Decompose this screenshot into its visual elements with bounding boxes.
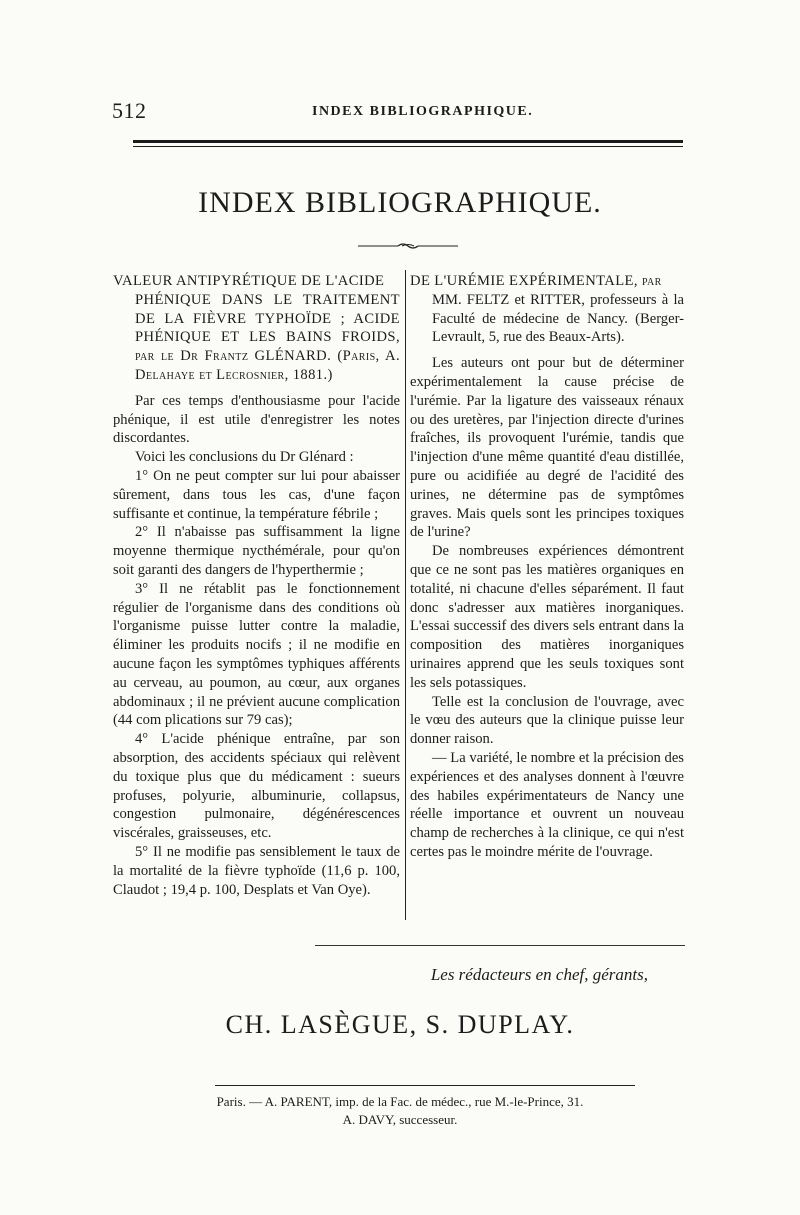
left-heading-rest: PHÉNIQUE DANS LE TRAITEMENT DE LA FIÈVRE TYPHOÏDE ; ACIDE PHÉNIQUE ET LES BAINS FROIDS, par le Dr Frantz GLÉNARD. (Paris, A. Delahaye et Lecrosnier, 1881.): [135, 291, 400, 383]
imprint-rule: [215, 1085, 635, 1086]
left-heading-lead: VALEUR ANTIPYRÉTIQUE DE L'ACIDE: [113, 273, 385, 289]
left-paragraph: 3° Il ne rétablit pas le fonctionnement régulier de l'organisme dans des conditions où l'organisme puisse lutter contre la maladie, éliminer les produits nocifs ; il ne modifie en aucune façon les symptômes typhiques afférents au cerveau, au poumon, au cœur, aux organes abdominaux ; il ne prévient aucune complication (44 com plications sur 79 cas);: [113, 580, 400, 729]
left-paragraph: Voici les conclusions du Dr Glénard :: [135, 449, 354, 466]
left-paragraph: 1° On ne peut compter sur lui pour abaisser sûrement, dans tous les cas, d'une façon suffisante et continue, la température fébrile ;: [113, 467, 400, 522]
left-heading: [113, 272, 400, 385]
left-column: [113, 272, 400, 899]
right-paragraph: Telle est la conclusion de l'ouvrage, avec le vœu des auteurs que la clinique puisse leur donner raison.: [410, 693, 684, 748]
right-column: [410, 272, 684, 862]
left-paragraph: 5° Il ne modifie pas sensiblement le taux de la mortalité de la fièvre typhoïde (11,6 p. 100, Claudot ; 19,4 p. 100, Desplats et Van Oye).: [113, 843, 400, 898]
page-number: 512: [112, 98, 147, 123]
page-title: INDEX BIBLIOGRAPHIQUE.: [198, 186, 602, 219]
ornament-divider: [358, 242, 458, 250]
column-divider: [405, 270, 406, 920]
signature-rule: [315, 945, 685, 946]
right-heading-lead: DE L'URÉMIE EXPÉRIMENTALE, par: [410, 273, 662, 289]
left-paragraph: Par ces temps d'enthousiasme pour l'acide phénique, il est utile d'enregistrer les notes discordantes.: [113, 392, 400, 447]
running-title: INDEX BIBLIOGRAPHIQUE.: [312, 104, 534, 119]
editors-names: CH. LASÈGUE, S. DUPLAY.: [225, 1010, 575, 1039]
editors-line: Les rédacteurs en chef, gérants,: [430, 965, 648, 984]
right-paragraph: Les auteurs ont pour but de déterminer expérimentalement la cause précise de l'urémie. Par la ligature des vaisseaux rénaux ou des uretères, par l'injection directe d'urines fraîches, ils provoquent l'urémie, tandis que l'injection d'une même quantité d'eau distillée, pure ou acidifiée au degré de l'acidité des urines, ne détermine pas de symptômes graves. Mais quels sont les principes toxiques de l'urine?: [410, 355, 684, 541]
left-paragraph: 4° L'acide phénique entraîne, par son absorption, des accidents spéciaux qui relèvent du toxique plus que du médicament : sueurs profuses, polyurie, albuminurie, collapsus, congestion pulmonaire, dégénérescences viscérales, graisseuses, etc.: [113, 731, 400, 842]
running-head: [112, 98, 692, 128]
right-paragraph: — La variété, le nombre et la précision des expériences et des analyses donnent à l'œuvre des habiles expérimentateurs de Nancy une réelle importance et ouvrent un nouveau champ de recherches à la clinique, ce qui n'est certes pas le moindre mérite de l'ouvrage.: [410, 749, 684, 860]
imprint-line-2: A. DAVY, successeur.: [342, 1112, 458, 1127]
right-heading-rest: MM. FELTZ et RITTER, professeurs à la Faculté de médecine de Nancy. (Berger-Levrault, 5, rue des Beaux-Arts).: [432, 291, 684, 346]
right-paragraph: De nombreuses expériences démontrent que ce ne sont pas les matières organiques en totalité, ni chacune d'elles séparément. Il faut donc s'adresser aux matières inorganiques. L'essai successif des divers sels entrant dans la composition des matières inorganiques urinaires apprend que les seuls toxiques sont les sels potassiques.: [410, 543, 684, 691]
header-rule-thick: [133, 140, 683, 143]
imprint-line-1: Paris. — A. PARENT, imp. de la Fac. de médec., rue M.-le-Prince, 31.: [216, 1094, 584, 1109]
header-rule-thin: [133, 146, 683, 147]
imprint: [0, 1093, 800, 1129]
left-paragraph: 2° Il n'abaisse pas suffisamment la ligne moyenne thermique nycthémérale, pour qu'on soit garanti des dangers de l'hyperthermie ;: [113, 524, 400, 578]
right-heading: [410, 272, 684, 347]
